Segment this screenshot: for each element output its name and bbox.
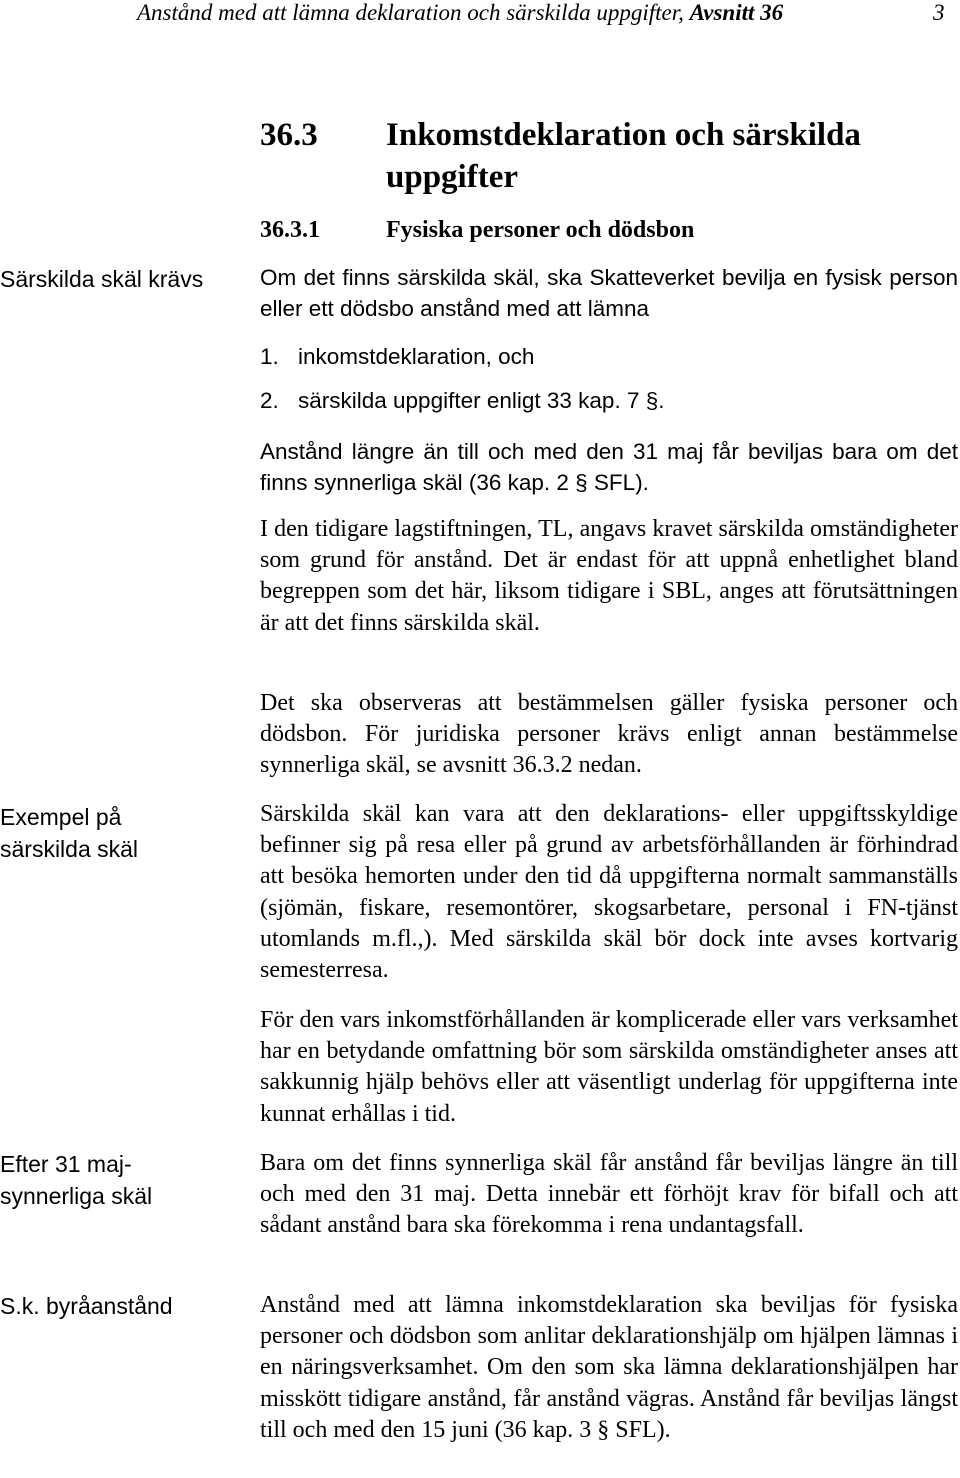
paragraph-5: Särskilda skäl kan vara att den deklarations- eller uppgiftsskyldige befinner sig på resa eller på grund av arbetsförhållanden är förhindrad att besöka hemorten under den tid då uppgifterna normalt sammanställs (sjömän, fiskare, resemontörer, skogsarbetare, personal i FN-tjänst utomlands m.fl.,). Med särskilda skäl bör dock inte avses kortvarig semesterresa. xyxy=(260,801,958,984)
list-number-1: 1. xyxy=(260,344,279,369)
margin-note-efter-31-maj: Efter 31 maj- synnerliga skäl xyxy=(0,1151,153,1209)
list-number-2: 2. xyxy=(260,388,279,413)
paragraph-4: Det ska observeras att bestämmelsen gäller fysiska personer och dödsbon. För juridiska personer krävs enligt annan bestämmelse synnerliga skäl, se avsnitt 36.3.2 nedan. xyxy=(260,690,958,779)
paragraph-1: Om det finns särskilda skäl, ska Skatteverket bevilja en fysisk person eller ett dödsbo anstånd med att lämna xyxy=(260,265,958,322)
paragraph-6: För den vars inkomstförhållanden är komplicerade eller vars verksamhet har en betydande omfattning bör som särskilda omständigheter anses att sakkunnig hjälp behövs eller att väsentligt underlag för uppgifterna inte kunnat erhållas i tid. xyxy=(260,1007,958,1127)
list-item-1 xyxy=(260,341,534,372)
paragraph-3: I den tidigare lagstiftningen, TL, angavs kravet särskilda omständigheter som grund för anstånd. Det är endast för att uppnå enhetlighet bland begreppen som det här, liksom tidigare i SBL, anges att förutsättningen är att det finns särskilda skäl. xyxy=(260,516,958,636)
paragraph-7: Bara om det finns synnerliga skäl får anstånd får beviljas längre än till och med den 31 maj. Detta innebär ett förhöjt krav för bifall och att sådant anstånd bara ska förekomma i rena undantagsfall. xyxy=(260,1150,958,1239)
header-text xyxy=(137,0,783,27)
subsection-number: 36.3.1 xyxy=(260,217,320,243)
list-text-1: inkomstdeklaration, och xyxy=(298,344,535,369)
page-number: 3 xyxy=(933,0,945,25)
section-number: 36.3 xyxy=(260,117,318,153)
section-title-line1: Inkomstdeklaration och särskilda xyxy=(386,117,861,153)
list-text-2: särskilda uppgifter enligt 33 kap. 7 §. xyxy=(298,388,665,413)
header-title: Anstånd med att lämna deklaration och särskilda uppgifter, xyxy=(137,0,684,25)
header-section: Avsnitt 36 xyxy=(689,0,784,25)
section-title-line2: uppgifter xyxy=(386,159,518,195)
running-header xyxy=(0,0,960,40)
subsection-title: Fysiska personer och dödsbon xyxy=(386,217,695,243)
section-heading xyxy=(260,114,861,198)
margin-note-byraanstand: S.k. byråanstånd xyxy=(0,1293,173,1319)
margin-note-exempel: Exempel på särskilda skäl xyxy=(0,804,139,862)
list-item-2 xyxy=(260,385,664,416)
paragraph-2: Anstånd längre än till och med den 31 maj får beviljas bara om det finns synnerliga skäl (36 kap. 2 § SFL). xyxy=(260,439,958,496)
subsection-heading xyxy=(260,214,694,246)
margin-note-sarskilda-skal: Särskilda skäl krävs xyxy=(0,266,204,292)
paragraph-8: Anstånd med att lämna inkomstdeklaration ska beviljas för fysiska personer och dödsbon som anlitar deklarationshjälp om hjälpen lämnas i en näringsverksamhet. Om den som ska lämna deklarationshjälpen har misskött tidigare anstånd, får anstånd vägras. Anstånd får beviljas längst till och med den 15 juni (36 kap. 3 § SFL). xyxy=(260,1292,958,1443)
